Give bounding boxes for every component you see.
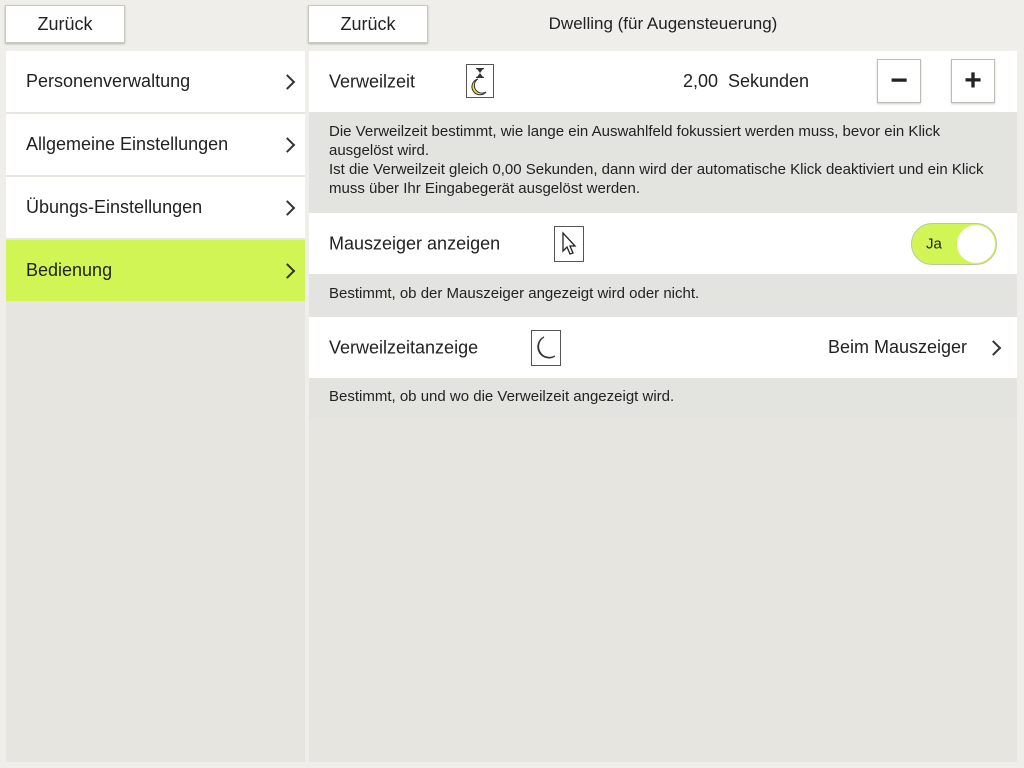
chevron-right-icon bbox=[280, 263, 296, 279]
dwell-time-row bbox=[309, 51, 1017, 112]
minus-icon: − bbox=[890, 64, 908, 97]
back-button-right[interactable]: Zurück bbox=[308, 5, 428, 43]
sidebar-item-label: Bedienung bbox=[26, 260, 113, 280]
decrease-button[interactable] bbox=[877, 59, 921, 103]
dwell-time-value: 2,00 bbox=[683, 71, 719, 91]
show-cursor-description bbox=[309, 274, 1017, 317]
show-cursor-desc-text: Bestimmt, ob der Mauszeiger angezeigt wird oder nicht. bbox=[329, 285, 700, 302]
sidebar-item-allgemeine-einstellungen[interactable] bbox=[6, 114, 305, 175]
toggle-label: Ja bbox=[926, 235, 942, 253]
sidebar-item-label: Allgemeine Einstellungen bbox=[26, 134, 229, 154]
show-cursor-label: Mauszeiger anzeigen bbox=[329, 233, 501, 253]
chevron-right-icon bbox=[986, 340, 1002, 356]
plus-icon: + bbox=[964, 64, 982, 97]
dwell-time-unit: Sekunden bbox=[728, 71, 810, 91]
dwell-time-description bbox=[309, 112, 1017, 213]
sidebar bbox=[6, 51, 305, 762]
back-button-left[interactable]: Zurück bbox=[5, 5, 125, 43]
sidebar-item-bedienung[interactable] bbox=[6, 240, 305, 301]
sidebar-item-personenverwaltung[interactable] bbox=[6, 51, 305, 112]
dwell-display-label: Verweilzeitanzeige bbox=[329, 337, 479, 357]
show-cursor-row bbox=[309, 213, 1017, 274]
dwell-time-label: Verweilzeit bbox=[329, 71, 416, 91]
dwell-time-desc-1: Die Verweilzeit bestimmt, wie lange ein Auswahlfeld fokussiert werden muss, bevor ein Klick ausgelöst wird. bbox=[329, 123, 941, 159]
toggle-knob bbox=[957, 225, 995, 263]
page-title: Dwelling (für Augensteuerung) bbox=[548, 14, 778, 33]
chevron-right-icon bbox=[280, 200, 296, 216]
dwell-time-desc-2: Ist die Verweilzeit gleich 0,00 Sekunden, dann wird der automatische Klick deaktiviert und ein Klick muss über Ihr Eingabegerät ausgelöst werden. bbox=[329, 161, 984, 197]
chevron-right-icon bbox=[280, 74, 296, 90]
chevron-right-icon bbox=[280, 137, 296, 153]
sidebar-item-label: Personenverwaltung bbox=[26, 71, 191, 91]
show-cursor-toggle[interactable] bbox=[911, 223, 997, 265]
dwell-display-value: Beim Mauszeiger bbox=[827, 337, 967, 357]
sidebar-item-label: Übungs-Einstellungen bbox=[26, 197, 203, 217]
dwell-display-desc-text: Bestimmt, ob und wo die Verweilzeit angezeigt wird. bbox=[329, 388, 675, 405]
increase-button[interactable] bbox=[951, 59, 995, 103]
dwell-display-description bbox=[309, 378, 1017, 419]
hourglass-moon-icon bbox=[466, 64, 494, 98]
dwell-display-row[interactable] bbox=[309, 317, 1017, 378]
settings-pane bbox=[309, 51, 1017, 762]
sidebar-item-uebungs-einstellungen[interactable] bbox=[6, 177, 305, 238]
cursor-icon bbox=[554, 226, 584, 262]
moon-icon bbox=[531, 330, 561, 366]
